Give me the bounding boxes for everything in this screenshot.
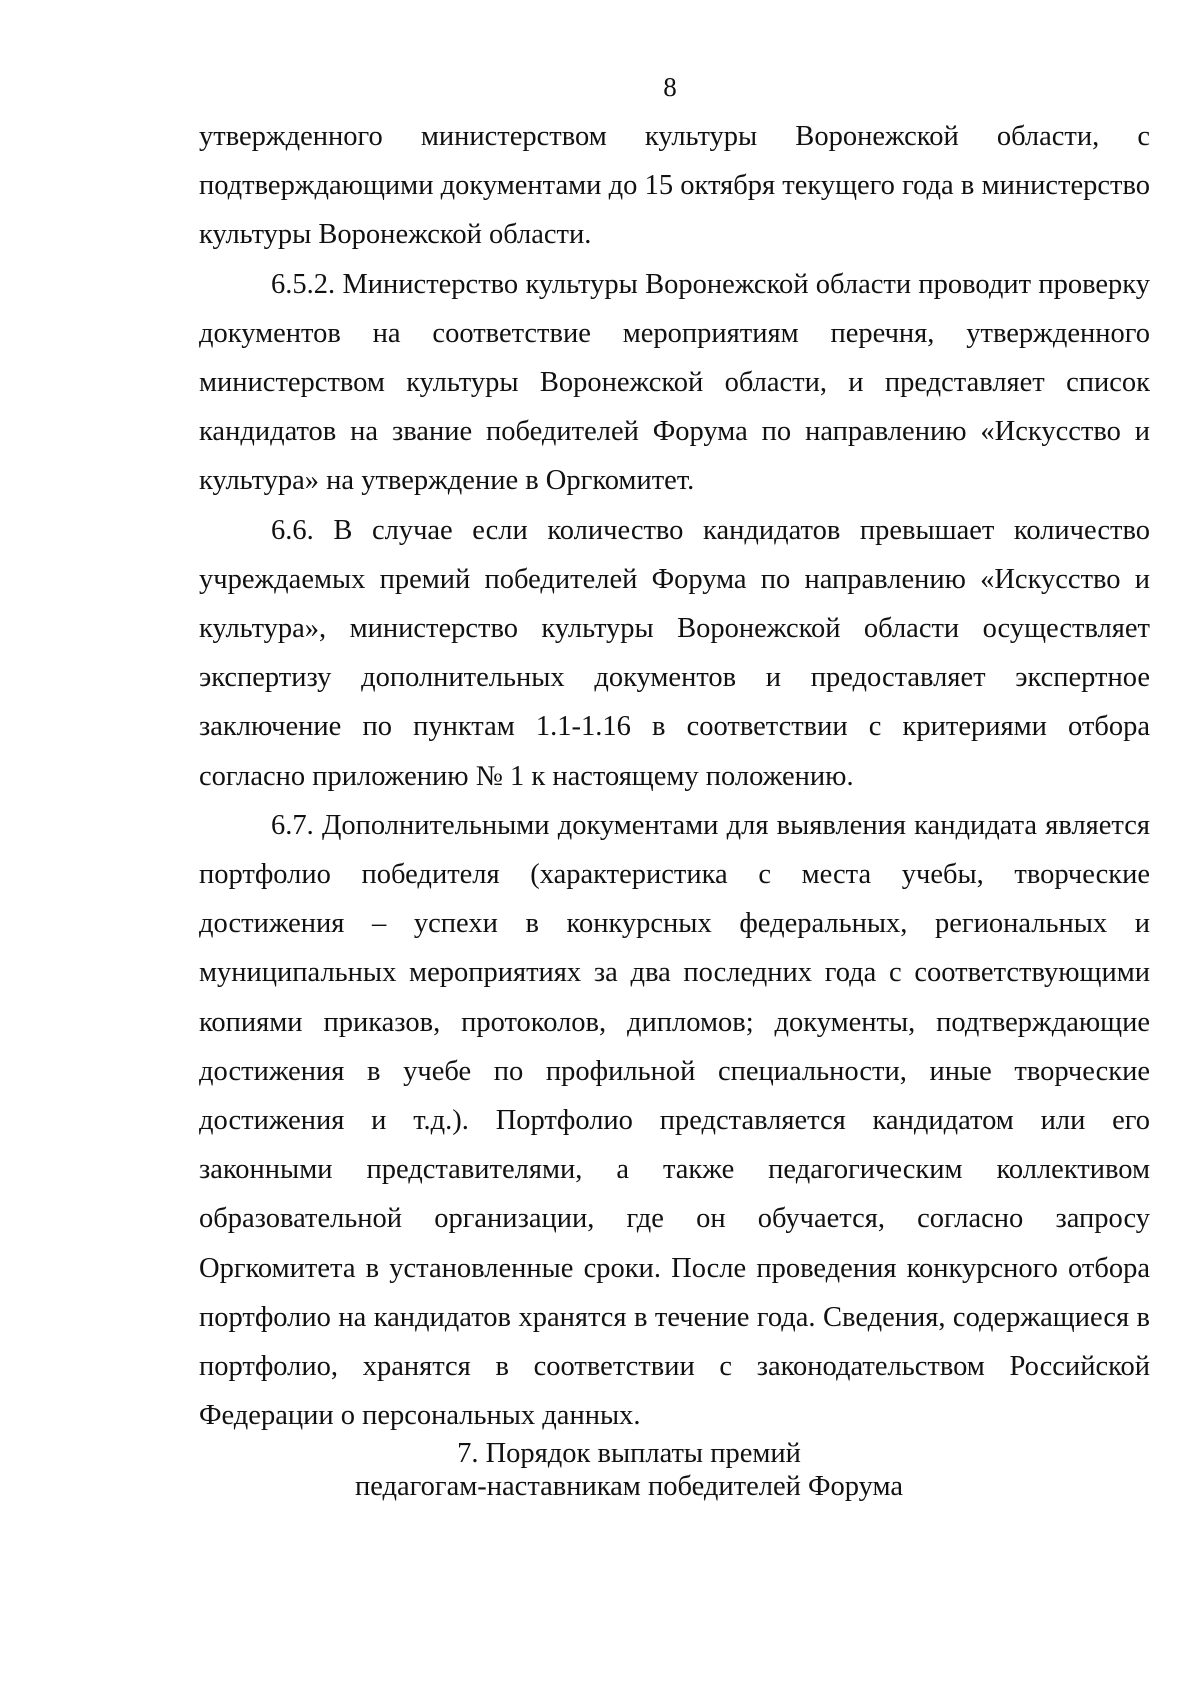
page-number: 8	[663, 72, 677, 102]
paragraph-6-6: 6.6. В случае если количество кандидатов превышает количество учреждаемых премий победителей Форума по направлению «Искусство и культура», министерство культуры Воронежской области осуществляет экспертизу дополнительных документов и предоставляет экспертное заключение по пунктам 1.1-1.16 в соответствии с критериями отбора согласно приложению № 1 к настоящему положению.	[199, 514, 1150, 792]
document-body	[199, 112, 1150, 1440]
section-heading-line-1: 7. Порядок выплаты премий	[457, 1438, 801, 1469]
section-heading-line-2: педагогам-наставникам победителей Форума	[355, 1471, 903, 1502]
paragraph-6-5-2: 6.5.2. Министерство культуры Воронежской области проводит проверку документов на соответствие мероприятиям перечня, утвержденного министерством культуры Воронежской области, и представляет список кандидатов на звание победителей Форума по направлению «Искусство и культура» на утверждение в Оргкомитет.	[199, 268, 1150, 497]
section-heading-7	[59, 1437, 1199, 1503]
paragraph-6-7: 6.7. Дополнительными документами для выявления кандидата является портфолио победителя (характеристика с места учебы, творческие достижения – успехи в конкурсных федеральных, региональных и муниципальных мероприятиях за два последних года с соответствующими копиями приказов, протоколов, дипломов; документы, подтверждающие достижения в учебе по профильной специальности, иные творческие достижения и т.д.). Портфолио представляется кандидатом или его законными представителями, а также педагогическим коллективом образовательной организации, где он обучается, согласно запросу Оргкомитета в установленные сроки. После проведения конкурсного отбора портфолио на кандидатов хранятся в течение года. Сведения, содержащиеся в портфолио, хранятся в соответствии с законодательством Российской Федерации о персональных данных.	[199, 809, 1150, 1432]
paragraph-continuation: утвержденного министерством культуры Воронежской области, с подтверждающими документами до 15 октября текущего года в министерство культуры Воронежской области.	[199, 121, 1150, 251]
